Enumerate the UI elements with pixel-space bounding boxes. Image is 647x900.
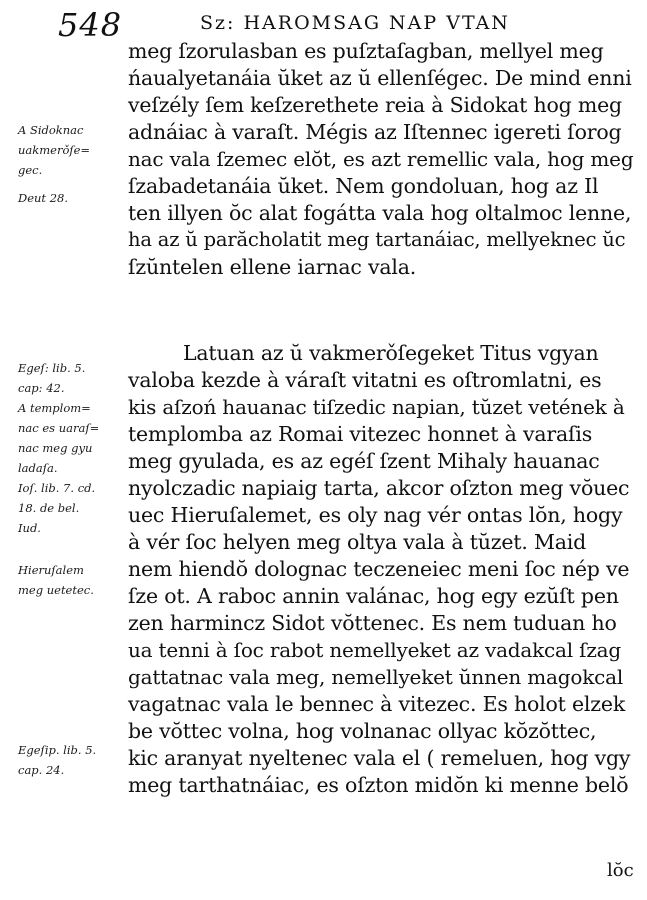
text-line: à vér ſoc helyen meg oltya vala à tŭzet. Maid	[128, 530, 587, 554]
text-line: ha az ŭ parăcholatit meg tartanáiac, mellyeknec ŭc	[128, 228, 626, 251]
text-line: kis aſzoń hauanac tiſzedic napian, tŭzet vetének à	[128, 395, 625, 419]
text-line: ńaualyetanáia ŭket az ŭ ellenſégec. De mind enni	[128, 66, 632, 90]
text-line: nac vala ſzemec elŏt, es azt remellic vala, hog meg	[128, 147, 634, 171]
text-line: zen harmincz Sidot vŏttenec. Es nem tuduan ho	[128, 611, 617, 635]
text-line: ſzŭntelen ellene iarnac vala.	[128, 255, 417, 279]
text-line: ſzabadetanáia ŭket. Nem gondoluan, hog az Il	[128, 174, 599, 198]
margin-note: A Sidoknac uakmerǒſe= gec.	[18, 123, 91, 177]
text-line: adnáiac à varaſt. Mégis az Iſtennec igereti ſorog	[128, 120, 622, 144]
text-line: vagatnac vala le bennec à vitezec. Es holot elzek	[128, 692, 626, 716]
margin-note: Hieruſalem meg uetetec.	[18, 563, 94, 597]
page-number: 548	[58, 6, 123, 44]
text-line: valoba kezde à váraſt vitatni es oſtromlatni, es	[128, 368, 602, 392]
catchword: lŏc	[607, 860, 634, 881]
text-line: be vŏttec volna, hog volnanac ollyac kŏzŏttec,	[128, 719, 597, 743]
text-line: meg tarthatnáiac, es oſzton midŏn ki menne belŏ	[128, 773, 629, 797]
margin-note: Egeſip. lib. 5. cap. 24.	[18, 743, 97, 777]
text-line: nyolczadic napiaig tarta, akcor oſzton meg vŏuec	[128, 476, 630, 500]
margin-note: Egeſ: lib. 5. cap: 42. A templom= nac es uaraſ= nac meg gyu ladaſa.	[18, 361, 100, 475]
text-line: ua tenni à ſoc rabot nemellyeket az vadakcal ſzag	[128, 638, 621, 662]
text-line: gattatnac vala meg, nemellyeket ŭnnen magokcal	[128, 665, 624, 689]
text-line: nem hiendŏ dolognac teczeneiec meni ſoc nép ve	[128, 557, 630, 581]
text-line: templomba az Romai vitezec honnet à varaſis	[128, 422, 593, 446]
margin-note: Ioſ. lib. 7. cd. 18. de bel. Iud.	[18, 481, 96, 535]
text-line: uec Hieruſalemet, es oly nag vér ontas lŏn, hogy	[128, 503, 623, 527]
margin-note: Deut 28.	[18, 191, 68, 205]
text-line: meg gyulada, es az egéſ ſzent Mihaly hauanac	[128, 449, 600, 473]
text-line: kic aranyat nyeltenec vala el ( remeluen, hog vgy	[128, 746, 631, 770]
text-line: meg ſzorulasban es puſztaſagban, mellyel meg	[128, 39, 604, 63]
text-line: veſzély ſem keſzerethete reia à Sidokat hog meg	[128, 93, 622, 117]
text-line: ten illyen ŏc alat fogátta vala hog oltalmoc lenne,	[128, 201, 632, 225]
text-line: ſze ot. A raboc annin valánac, hog egy ezŭſt pen	[128, 584, 619, 608]
text-line: Latuan az ŭ vakmerǒſegeket Titus vgyan	[183, 341, 599, 365]
running-title: Sz: HAROMSAG NAP VTAN	[200, 12, 510, 34]
